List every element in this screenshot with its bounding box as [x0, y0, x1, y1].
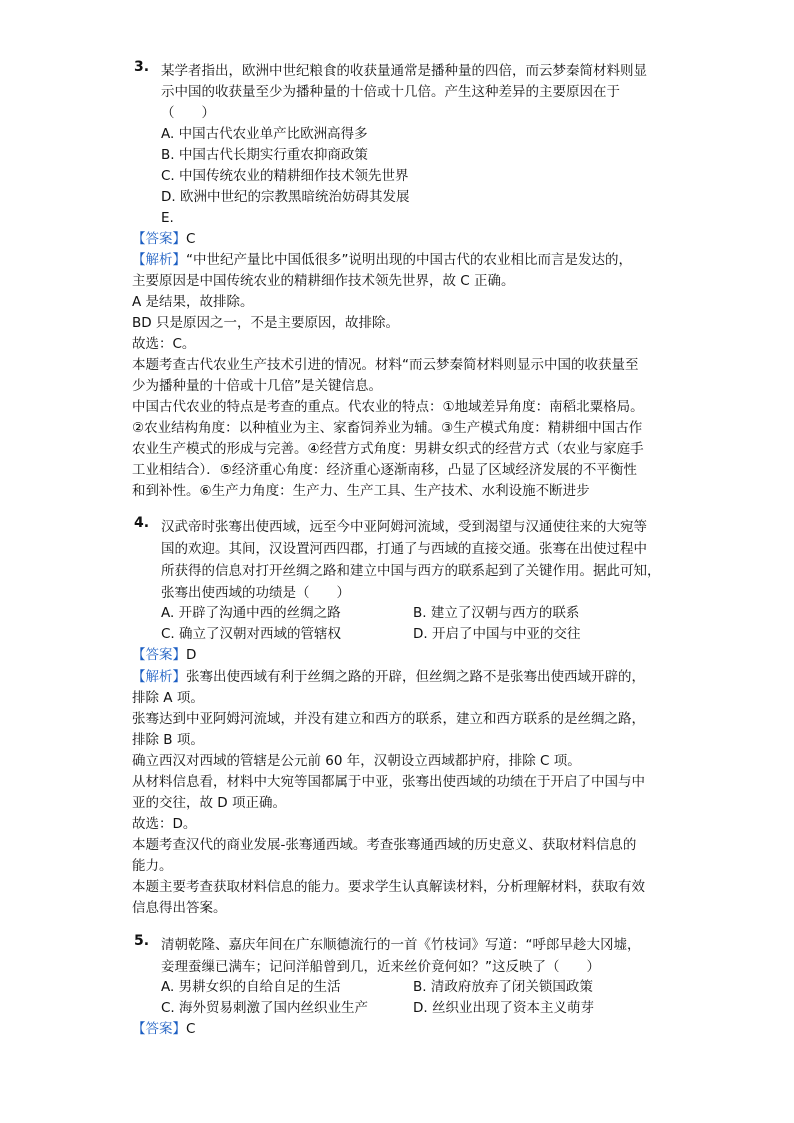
analysis-line: ②农业结构角度：以种植业为主、家畜饲养业为辅。③生产模式角度：精耕细中国古作: [132, 420, 643, 436]
analysis-text: “中世纪产量比中国低很多”说明出现的中国古代的农业相比而言是发达的，: [186, 252, 632, 268]
option-a: A. 开辟了沟通中西的丝绸之路: [161, 605, 341, 621]
question-stem-line: 汉武帝时张骞出使西域，远至今中亚阿姆河流域，受到渴望与汉通使往来的大宛等: [161, 519, 647, 535]
analysis-line: A 是结果，故排除。: [132, 294, 254, 310]
option-e: E.: [161, 210, 174, 226]
option-c: C. 确立了汉朝对西域的管辖权: [161, 626, 342, 642]
option-c: C. 海外贸易刺激了国内丝织业生产: [161, 1000, 369, 1016]
option-b: B. 建立了汉朝与西方的联系: [413, 605, 580, 621]
question-number: 5.: [134, 933, 150, 949]
analysis-tag: 【解析】: [132, 669, 186, 685]
analysis-line: 排除 A 项。: [132, 690, 204, 706]
option-a: A. 男耕女织的自给自足的生活: [161, 979, 341, 995]
option-c: C. 中国传统农业的精耕细作技术领先世界: [161, 168, 409, 184]
analysis-line: 工业相结合）．⑤经济重心角度：经济重心逐渐南移，凸显了区域经济发展的不平衡性: [132, 462, 637, 478]
question-stem-line: （ ）: [161, 105, 215, 121]
question-number: 4.: [134, 515, 150, 531]
answer-line: [132, 1019, 195, 1040]
question-stem-line: 示中国的收获量至少为播种量的十倍或十几倍。产生这种差异的主要原因在于: [161, 84, 620, 100]
analysis-line: 亚的交往，故 D 项正确。: [132, 795, 286, 811]
analysis-line: 信息得出答案。: [132, 900, 227, 916]
analysis-line: 农业生产模式的形成与完善。④经营方式角度：男耕女织式的经营方式（农业与家庭手: [132, 441, 644, 457]
answer-tag: 【答案】: [132, 1021, 186, 1037]
analysis-line: 主要原因是中国传统农业的精耕细作技术领先世界，故 C 正确。: [132, 273, 515, 289]
question-number: 3.: [134, 59, 150, 75]
analysis-line: [132, 250, 632, 271]
answer-value: C: [186, 1021, 196, 1037]
analysis-line: 本题考查古代农业生产技术引进的情况。材料“而云梦秦简材料则显示中国的收获量至: [132, 357, 639, 373]
question-stem-line: 清朝乾隆、嘉庆年间在广东顺德流行的一首《竹枝词》写道：“呼郎早趁大冈墟，: [161, 937, 641, 953]
analysis-line: 确立西汉对西域的管辖是公元前 60 年，汉朝设立西域都护府，排除 C 项。: [132, 753, 581, 769]
answer-tag: 【答案】: [132, 231, 186, 247]
analysis-line: 和到补性。⑥生产力角度：生产力、生产工具、生产技术、水利设施不断进步: [132, 483, 590, 499]
analysis-line: 能力。: [132, 858, 173, 874]
option-d: D. 丝织业出现了资本主义萌芽: [413, 1000, 594, 1016]
analysis-line: 从材料信息看，材料中大宛等国都属于中亚，张骞出使西域的功绩在于开启了中国与中: [132, 774, 645, 790]
analysis-line: 故选：C。: [132, 336, 196, 352]
question-stem-line: 所获得的信息对打开丝绸之路和建立中国与西方的联系起到了关键作用。据此可知，: [161, 563, 661, 579]
question-stem-line: 张骞出使西域的功绩是（ ）: [161, 585, 350, 601]
analysis-line: 张骞达到中亚阿姆河流域，并没有建立和西方的联系，建立和西方联系的是丝绸之路，: [132, 711, 645, 727]
option-d: D. 开启了中国与中亚的交往: [413, 626, 581, 642]
analysis-line: 本题主要考查获取材料信息的能力。要求学生认真解读材料，分析理解材料，获取有效: [132, 879, 645, 895]
analysis-line: 本题考查汉代的商业发展-张骞通西域。考查张骞通西域的历史意义、获取材料信息的: [132, 837, 637, 853]
answer-value: D: [186, 647, 197, 663]
answer-line: [132, 645, 196, 666]
analysis-tag: 【解析】: [132, 252, 186, 268]
analysis-line: 中国古代农业的特点是考查的重点。代农业的特点：①地域差异角度：南稻北粟格局。: [132, 399, 644, 415]
answer-value: C: [186, 231, 196, 247]
analysis-line: 故选：D。: [132, 816, 197, 832]
question-stem-line: 妾理蚕缫已满车；记问洋船曾到几，近来丝价竟何如？”这反映了（ ）: [161, 959, 600, 975]
analysis-line: [132, 667, 645, 688]
answer-tag: 【答案】: [132, 647, 186, 663]
analysis-text: 张骞出使西域有利于丝绸之路的开辟，但丝绸之路不是张骞出使西域开辟的，: [186, 669, 645, 685]
option-d: D. 欧洲中世纪的宗教黑暗统治妨碍其发展: [161, 189, 410, 205]
option-a: A. 中国古代农业单产比欧洲高得多: [161, 126, 368, 142]
answer-line: [132, 229, 195, 250]
question-stem-line: 国的欢迎。其间，汉设置河西四郡，打通了与西域的直接交通。张骞在出使过程中: [161, 541, 647, 557]
analysis-line: 少为播种量的十倍或十几倍”是关键信息。: [132, 378, 382, 394]
question-stem-line: 某学者指出，欧洲中世纪粮食的收获量通常是播种量的四倍，而云梦秦简材料则显: [161, 63, 647, 79]
option-b: B. 中国古代长期实行重农抑商政策: [161, 147, 368, 163]
option-b: B. 清政府放弃了闭关锁国政策: [413, 979, 593, 995]
analysis-line: BD 只是原因之一，不是主要原因，故排除。: [132, 315, 399, 331]
analysis-line: 排除 B 项。: [132, 732, 204, 748]
